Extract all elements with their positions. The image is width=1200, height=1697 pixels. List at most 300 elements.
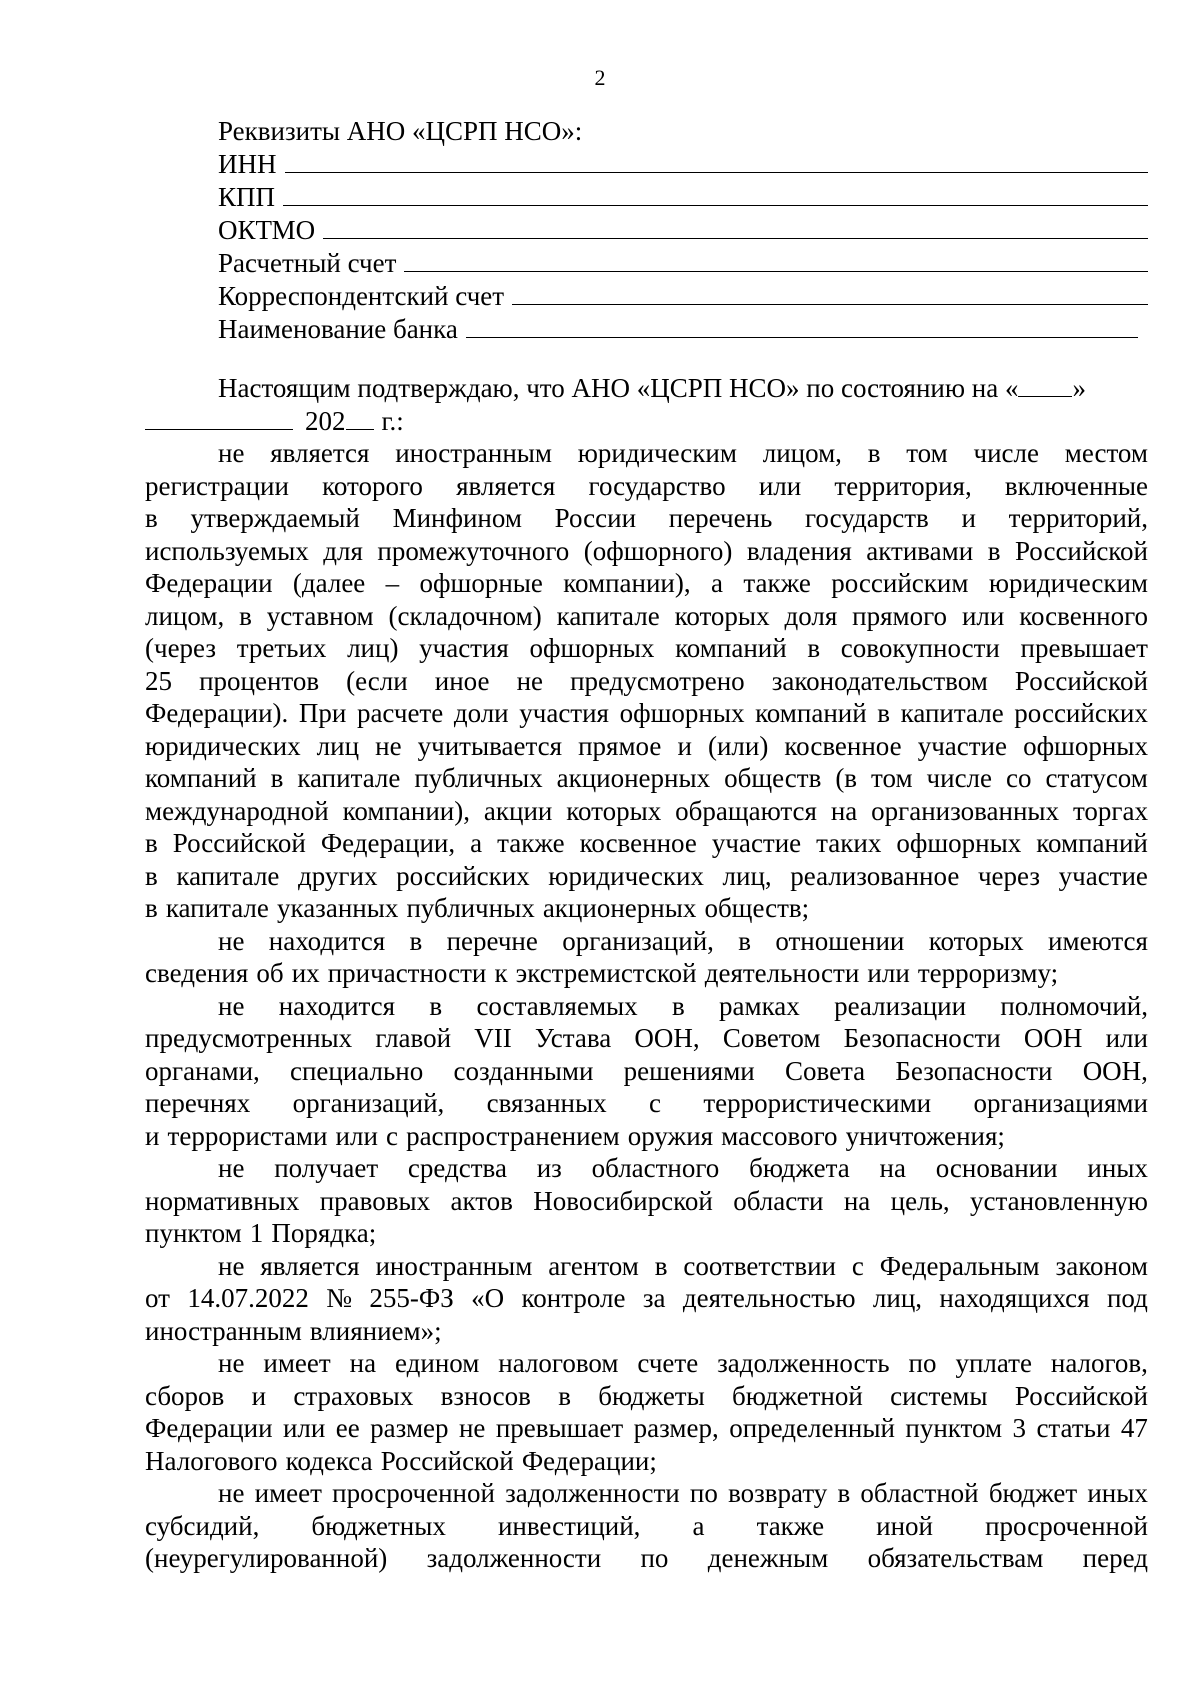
paragraph-line: [145, 567, 1148, 600]
paragraph-line: [145, 1542, 1148, 1575]
word: соответствии: [683, 1250, 836, 1281]
word: доля: [784, 600, 838, 631]
word: составляемых: [476, 990, 638, 1021]
word: участие: [917, 730, 1007, 761]
requisite-label: ОКТМО: [218, 215, 316, 245]
word: иное: [434, 665, 490, 696]
word: не: [218, 925, 245, 956]
word: обязательствам: [867, 1543, 1044, 1573]
word: таких: [816, 828, 882, 858]
word: превышает: [1020, 633, 1148, 663]
word: средства: [407, 1153, 507, 1183]
word: в: [654, 1250, 668, 1281]
word: расчете: [356, 698, 444, 728]
word: полномочий,: [1000, 990, 1148, 1021]
word: юридических: [548, 860, 704, 891]
word: и: [961, 503, 976, 533]
word: не: [218, 990, 245, 1021]
word: едином: [395, 1348, 480, 1378]
word: пунктом: [145, 1218, 242, 1248]
word: или: [961, 600, 1005, 631]
word: решениями: [623, 1055, 755, 1086]
word: других: [298, 860, 378, 891]
word: 255-ФЗ: [369, 1283, 454, 1313]
word: предусмотрено: [570, 665, 745, 696]
word: активами: [866, 535, 974, 566]
word: которых: [566, 795, 662, 826]
word: косвенного: [1019, 600, 1148, 631]
word: с: [851, 1250, 864, 1281]
word: сборов: [145, 1380, 225, 1411]
page-number: 2: [594, 65, 606, 90]
word: областного: [591, 1153, 720, 1183]
condition-paragraph: [145, 1152, 1148, 1250]
word: по: [689, 1478, 718, 1508]
word: доли: [453, 698, 509, 728]
word: субсидий,: [145, 1510, 260, 1541]
paragraph-line: [145, 1217, 1148, 1250]
word: компании),: [342, 795, 470, 826]
condition-paragraph: [145, 437, 1148, 925]
word: цель,: [890, 1185, 950, 1216]
paragraph-line: [145, 1087, 1148, 1120]
word: на: [830, 795, 858, 826]
word: не: [218, 1153, 245, 1183]
word: или: [867, 958, 910, 988]
word: по: [640, 1543, 669, 1573]
word: государств: [805, 503, 929, 533]
word: распространением: [406, 1120, 620, 1151]
word: российских: [1014, 698, 1148, 728]
word: организованных: [871, 795, 1060, 826]
requisites-block: [218, 115, 1148, 346]
word: в: [987, 535, 1001, 566]
word: в: [145, 893, 158, 923]
word: размер: [370, 1413, 449, 1443]
confirmation-intro-close: »: [1072, 373, 1086, 403]
word: Федерации,: [320, 828, 456, 858]
word: является: [260, 1250, 360, 1281]
word: имеет: [263, 1348, 331, 1378]
word: косвенное: [784, 730, 902, 761]
word: (неурегулированной): [145, 1543, 388, 1573]
word: террористическими: [703, 1088, 932, 1118]
word: Российской: [172, 828, 306, 858]
word: под: [1106, 1283, 1148, 1313]
word: просроченной: [985, 1510, 1148, 1541]
paragraph-line: [145, 1380, 1148, 1413]
requisite-corr-account: [218, 280, 1148, 313]
word: ООН: [1023, 1023, 1083, 1053]
date-suffix: г.:: [381, 405, 404, 436]
word: в: [671, 990, 685, 1021]
day-blank: [1018, 372, 1072, 397]
word: и: [251, 1380, 267, 1411]
paragraph-line: [145, 990, 1148, 1023]
word: статусом: [1045, 763, 1148, 793]
month-blank: [145, 405, 293, 430]
word: в: [877, 698, 891, 728]
word: компаний: [145, 763, 257, 793]
word: или: [758, 470, 802, 501]
word: об: [256, 958, 284, 988]
fill-in-line: [466, 313, 1138, 338]
word: взносов: [440, 1380, 531, 1411]
word: российских: [396, 860, 530, 891]
word: предусмотренных: [145, 1023, 353, 1053]
word: владения: [746, 535, 852, 566]
word: Безопасности: [895, 1055, 1053, 1086]
word: акционерных: [542, 893, 697, 923]
condition-paragraph: [145, 990, 1148, 1153]
word: массового: [721, 1120, 838, 1151]
word: торгах: [1072, 795, 1148, 826]
paragraph-line: [145, 1120, 1148, 1153]
word: Совета: [784, 1055, 866, 1086]
word: косвенное: [579, 828, 697, 858]
word: иностранным: [395, 438, 552, 468]
word: организаций,: [562, 925, 714, 956]
requisite-label: Расчетный счет: [218, 248, 397, 278]
paragraph-line: [145, 697, 1148, 730]
paragraph-line: [145, 665, 1148, 698]
paragraph-line: [145, 892, 1148, 925]
word: является: [270, 438, 370, 468]
paragraph-line: [145, 827, 1148, 860]
word: реализованное: [790, 860, 960, 891]
word: иных: [1087, 1153, 1148, 1183]
fill-in-line: [512, 280, 1148, 305]
word: в: [807, 633, 821, 663]
word: включенные: [1004, 470, 1148, 501]
word: иностранным: [145, 1315, 302, 1346]
word: и: [677, 730, 692, 761]
word: числе: [973, 438, 1039, 468]
word: обществ: [724, 763, 822, 793]
word: превышает: [495, 1413, 624, 1443]
word: страховых: [293, 1380, 414, 1411]
word: лиц,: [722, 860, 772, 891]
word: Федерации).: [145, 698, 289, 728]
word: находится: [278, 990, 396, 1021]
word: или: [282, 1413, 326, 1443]
word: законом: [1055, 1250, 1148, 1281]
word: ООН,: [634, 1023, 700, 1053]
word: процентов: [199, 665, 320, 696]
word: компаний: [675, 633, 787, 663]
word: уставном: [266, 600, 374, 631]
word: в: [145, 828, 158, 858]
word: просроченной: [332, 1478, 495, 1508]
word: бюджеты: [598, 1380, 705, 1411]
paragraph-line: [145, 1315, 1148, 1348]
word: специально: [289, 1055, 424, 1086]
paragraph-line: [145, 1152, 1148, 1185]
word: том: [871, 763, 913, 793]
word: государство: [588, 470, 726, 501]
word: обществ;: [704, 893, 810, 923]
word: Новосибирской: [533, 1185, 713, 1216]
word: юридических: [145, 730, 301, 761]
word: (офшорного): [583, 535, 733, 566]
word: (далее: [292, 568, 366, 598]
word: области: [733, 1185, 824, 1216]
word: не: [218, 1250, 245, 1281]
word: юридическим: [577, 438, 737, 468]
paragraph-line: [145, 1282, 1148, 1315]
word: третьих: [236, 633, 327, 663]
word: уничтожения;: [845, 1120, 1005, 1151]
word: перечнях: [145, 1088, 251, 1118]
paragraph-line: [145, 1185, 1148, 1218]
word: организаций,: [292, 1088, 445, 1118]
word: денежным: [707, 1543, 829, 1573]
word: причастности: [327, 958, 487, 988]
word: законодательством: [771, 665, 988, 696]
word: реализации: [834, 990, 967, 1021]
word: Минфином: [392, 503, 522, 533]
word: с: [648, 1088, 661, 1118]
word: или: [1105, 1023, 1148, 1053]
word: а: [692, 1510, 705, 1541]
fill-in-line: [285, 148, 1149, 173]
word: капитале: [165, 893, 269, 923]
word: –: [385, 568, 400, 598]
word: учитывается: [417, 730, 563, 761]
word: их: [291, 958, 320, 988]
word: кодекса: [285, 1445, 373, 1476]
word: со: [1006, 763, 1032, 793]
word: №: [326, 1283, 352, 1313]
condition-paragraph: [145, 1477, 1148, 1575]
word: Российской: [1014, 665, 1148, 696]
word: на: [349, 1348, 377, 1378]
requisite-label: ИНН: [218, 149, 277, 179]
word: совокупности: [840, 633, 1000, 663]
word: в: [145, 860, 158, 891]
word: бюджета: [749, 1153, 850, 1183]
word: имеются: [1048, 925, 1148, 956]
word: рамках: [719, 990, 800, 1021]
requisite-bank-name: [218, 313, 1148, 346]
word: главой: [375, 1023, 452, 1053]
paragraph-line: [145, 1412, 1148, 1445]
word: Федерации: [145, 1413, 273, 1443]
paragraph-line: [145, 535, 1148, 568]
word: публичных: [414, 763, 543, 793]
word: Федеральным: [879, 1250, 1040, 1281]
word: перед: [1082, 1543, 1148, 1573]
word: (если: [346, 665, 408, 696]
word: в: [409, 925, 423, 956]
word: капитале: [556, 600, 660, 631]
word: капитале: [900, 698, 1004, 728]
word: которого: [322, 470, 423, 501]
word: с: [385, 1120, 398, 1151]
word: офшорные: [419, 568, 543, 598]
word: регистрации: [145, 470, 289, 501]
requisite-label: КПП: [218, 182, 276, 212]
paragraph-line: [145, 1510, 1148, 1543]
word: и: [145, 1120, 160, 1151]
paragraph-line: [145, 502, 1148, 535]
word: сведения: [145, 958, 249, 988]
word: органами,: [145, 1055, 260, 1086]
paragraph-line: [145, 1445, 1148, 1478]
word: также: [756, 1510, 825, 1541]
word: прямое: [578, 730, 662, 761]
word: капитале: [176, 860, 280, 891]
word: не: [516, 665, 543, 696]
word: а: [470, 828, 483, 858]
word: созданными: [453, 1055, 594, 1086]
word: утверждаемый: [190, 503, 360, 533]
word: перечне: [446, 925, 538, 956]
word: в: [738, 925, 751, 956]
word: не: [218, 438, 245, 468]
word: капитале: [297, 763, 401, 793]
word: (в: [835, 763, 858, 793]
word: через: [977, 860, 1040, 891]
paragraph-line: [145, 600, 1148, 633]
word: уплате: [955, 1348, 1032, 1378]
word: задолженность: [717, 1348, 890, 1378]
date-year: 202: [305, 405, 346, 436]
paragraph-line: [145, 1022, 1148, 1055]
word: том: [906, 438, 948, 468]
word: системы: [890, 1380, 988, 1411]
word: областной: [860, 1478, 979, 1508]
word: бюджетной: [732, 1380, 863, 1411]
word: Налогового: [145, 1445, 278, 1476]
requisites-title: Реквизиты АНО «ЦСРП НСО»:: [218, 116, 583, 146]
paragraph-line: [145, 925, 1148, 958]
word: лицом,: [762, 438, 842, 468]
word: лицом,: [145, 600, 225, 631]
word: которых: [928, 925, 1024, 956]
word: экстремистской: [515, 958, 697, 988]
word: в: [270, 763, 284, 793]
word: местом: [1064, 438, 1148, 468]
word: к: [494, 958, 508, 988]
word: является: [456, 470, 556, 501]
paragraph-line: [145, 437, 1148, 470]
word: не: [375, 730, 402, 761]
word: за: [642, 1283, 666, 1313]
word: от: [145, 1283, 170, 1313]
word: компании),: [563, 568, 691, 598]
word: обращаются: [675, 795, 817, 826]
word: правовых: [319, 1185, 431, 1216]
word: имеет: [254, 1478, 322, 1508]
word: участие: [711, 828, 802, 858]
requisite-kpp: [218, 181, 1148, 214]
word: Порядка;: [271, 1218, 377, 1248]
word: не: [458, 1413, 486, 1443]
paragraph-line: [145, 1347, 1148, 1380]
paragraph-line: [145, 470, 1148, 503]
word: агентом: [548, 1250, 639, 1281]
requisite-oktmo: [218, 214, 1148, 247]
word: указанных: [276, 893, 399, 923]
word: задолженности: [426, 1543, 602, 1573]
word: иностранным: [375, 1250, 533, 1281]
word: контроле: [521, 1283, 626, 1313]
fill-in-line: [404, 247, 1148, 272]
word: Федерации;: [521, 1445, 657, 1476]
requisite-label: Наименование банка: [218, 314, 458, 344]
word: оружия: [627, 1120, 714, 1151]
word: находящихся: [939, 1283, 1090, 1313]
word: организациями: [973, 1088, 1148, 1118]
word: также: [497, 828, 565, 858]
word: Российской: [380, 1445, 514, 1476]
word: лиц: [316, 730, 360, 761]
word: в: [145, 503, 158, 533]
confirmation-intro-text: Настоящим подтверждаю, что АНО «ЦСРП НСО» по состоянию на «: [218, 373, 1019, 403]
word: используемых: [145, 535, 309, 566]
word: 1: [249, 1218, 264, 1248]
requisite-inn: [218, 148, 1148, 181]
word: офшорных: [619, 698, 745, 728]
word: Советом: [722, 1023, 821, 1053]
word: для: [323, 535, 363, 566]
word: находится: [268, 925, 386, 956]
date-line: [145, 405, 1148, 438]
word: установленную: [970, 1185, 1148, 1216]
word: в: [239, 600, 252, 631]
word: международной: [145, 795, 329, 826]
word: а: [711, 568, 723, 598]
word: ООН,: [1082, 1055, 1148, 1086]
word: офшорных: [529, 633, 655, 663]
word: налогов,: [1050, 1348, 1148, 1378]
conditions-list: [145, 437, 1148, 1575]
year-blank: [346, 405, 374, 430]
word: на: [843, 1185, 871, 1216]
word: «О: [471, 1283, 505, 1313]
word: (через: [145, 633, 217, 663]
word: также: [743, 568, 811, 598]
word: статьи: [1036, 1413, 1111, 1443]
word: иных: [1087, 1478, 1148, 1508]
word: актов: [450, 1185, 513, 1216]
word: При: [298, 698, 347, 728]
word: 14.07.2022: [187, 1283, 309, 1313]
confirmation-body: [145, 372, 1148, 1575]
paragraph-line: [145, 1250, 1148, 1283]
word: участия: [419, 633, 509, 663]
word: деятельностью: [682, 1283, 856, 1313]
word: возврату: [728, 1478, 828, 1508]
word: 3: [1012, 1413, 1026, 1443]
word: не: [218, 1348, 245, 1378]
word: VII: [474, 1023, 512, 1053]
paragraph-line: [145, 795, 1148, 828]
word: в: [558, 1380, 571, 1411]
word: счете: [637, 1348, 699, 1378]
word: пунктом: [905, 1413, 1003, 1443]
word: терроризму;: [917, 958, 1059, 988]
word: участия: [519, 698, 609, 728]
word: территорий,: [1008, 503, 1148, 533]
condition-paragraph: [145, 925, 1148, 990]
requisite-label: Корреспондентский счет: [218, 281, 505, 311]
condition-paragraph: [145, 1347, 1148, 1477]
word: из: [536, 1153, 562, 1183]
word: отношении: [775, 925, 905, 956]
word: бюджет: [988, 1478, 1078, 1508]
